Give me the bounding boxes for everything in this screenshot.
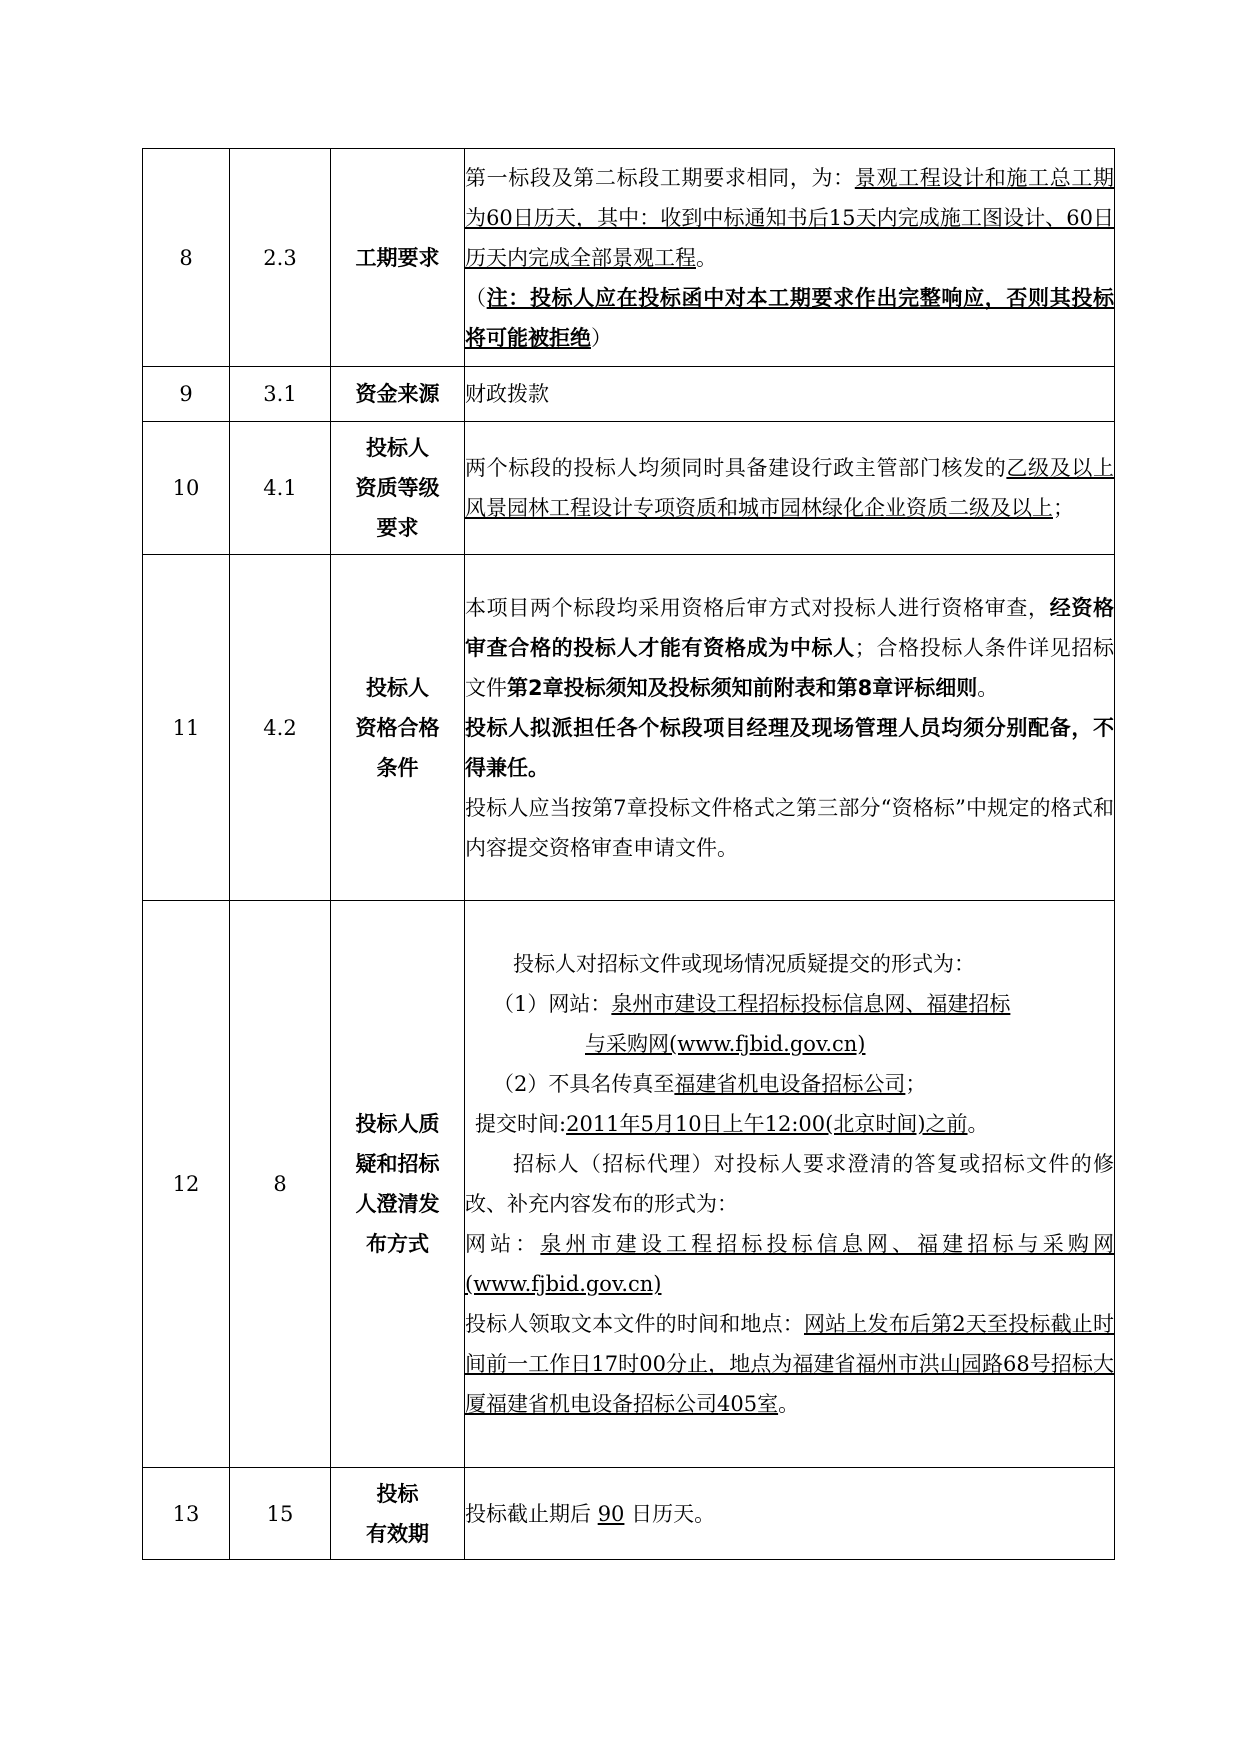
paragraph: 第一标段及第二标段工期要求相同，为：景观工程设计和施工总工期为60日历天，其中：收到中标通知书后15天内完成施工图设计、60日历天内完成全部景观工程。	[465, 165, 1115, 270]
clause-number: 4.1	[230, 422, 331, 555]
row-number: 11	[143, 555, 230, 901]
note-paragraph: （注：投标人应在投标函中对本工期要求作出完整响应，否则其投标将可能被拒绝）	[465, 285, 1114, 350]
table-row	[143, 367, 1115, 422]
clause-number: 8	[230, 901, 331, 1468]
row-number: 9	[143, 367, 230, 422]
row-number: 12	[143, 901, 230, 1468]
table-row	[143, 422, 1115, 555]
item-name: 投标 有效期	[331, 1468, 465, 1560]
item-content: 两个标段的投标人均须同时具备建设行政主管部门核发的乙级及以上风景园林工程设计专项资质和城市园林绿化企业资质二级及以上；	[465, 422, 1115, 555]
row-number: 13	[143, 1468, 230, 1560]
row-number: 10	[143, 422, 230, 555]
clause-number: 2.3	[230, 149, 331, 367]
item-name: 投标人 资格合格 条件	[331, 555, 465, 901]
item-name: 投标人 资质等级 要求	[331, 422, 465, 555]
item-name: 工期要求	[331, 149, 465, 367]
item-content: 投标截止期后 90 日历天。	[465, 1468, 1115, 1560]
clause-number: 4.2	[230, 555, 331, 901]
table-row	[143, 555, 1115, 901]
item-content: 本项目两个标段均采用资格后审方式对投标人进行资格审查，经资格审查合格的投标人才能有资格成为中标人；合格投标人条件详见招标文件第2章投标须知及投标须知前附表和第8章评标细则。 投标人拟派担任各个标段项目经理及现场管理人员均须分别配备，不得兼任。 投标人应当按第7章投标文件格式之第三部分“资格标”中规定的格式和内容提交资格审查申请文件。	[465, 555, 1115, 901]
clause-number: 3.1	[230, 367, 331, 422]
item-content: 投标人对招标文件或现场情况质疑提交的形式为： （1）网站：泉州市建设工程招标投标信息网、福建招标 与采购网(www.fjbid.gov.cn) （2）不具名传真至福建省机电设备招标公司； 提交时间:2011年5月10日上午12:00(北京时间)之前。 招标人（招标代理）对投标人要求澄清的答复或招标文件的修改、补充内容发布的形式为： 网站：泉州市建设工程招标投标信息网、福建招标与采购网(www.fjbid.gov.cn) 投标人领取文本文件的时间和地点：网站上发布后第2天至投标截止时间前一工作日17时00分止，地点为福建省福州市洪山园路68号招标大厦福建省机电设备招标公司405室。	[465, 901, 1115, 1468]
item-content	[465, 149, 1115, 367]
table-row	[143, 1468, 1115, 1560]
clause-number: 15	[230, 1468, 331, 1560]
item-name: 投标人质 疑和招标 人澄清发 布方式	[331, 901, 465, 1468]
row-number: 8	[143, 149, 230, 367]
item-name: 资金来源	[331, 367, 465, 422]
item-content: 财政拨款	[465, 367, 1115, 422]
table-row	[143, 901, 1115, 1468]
bid-data-table	[142, 148, 1115, 1560]
table-row	[143, 149, 1115, 367]
